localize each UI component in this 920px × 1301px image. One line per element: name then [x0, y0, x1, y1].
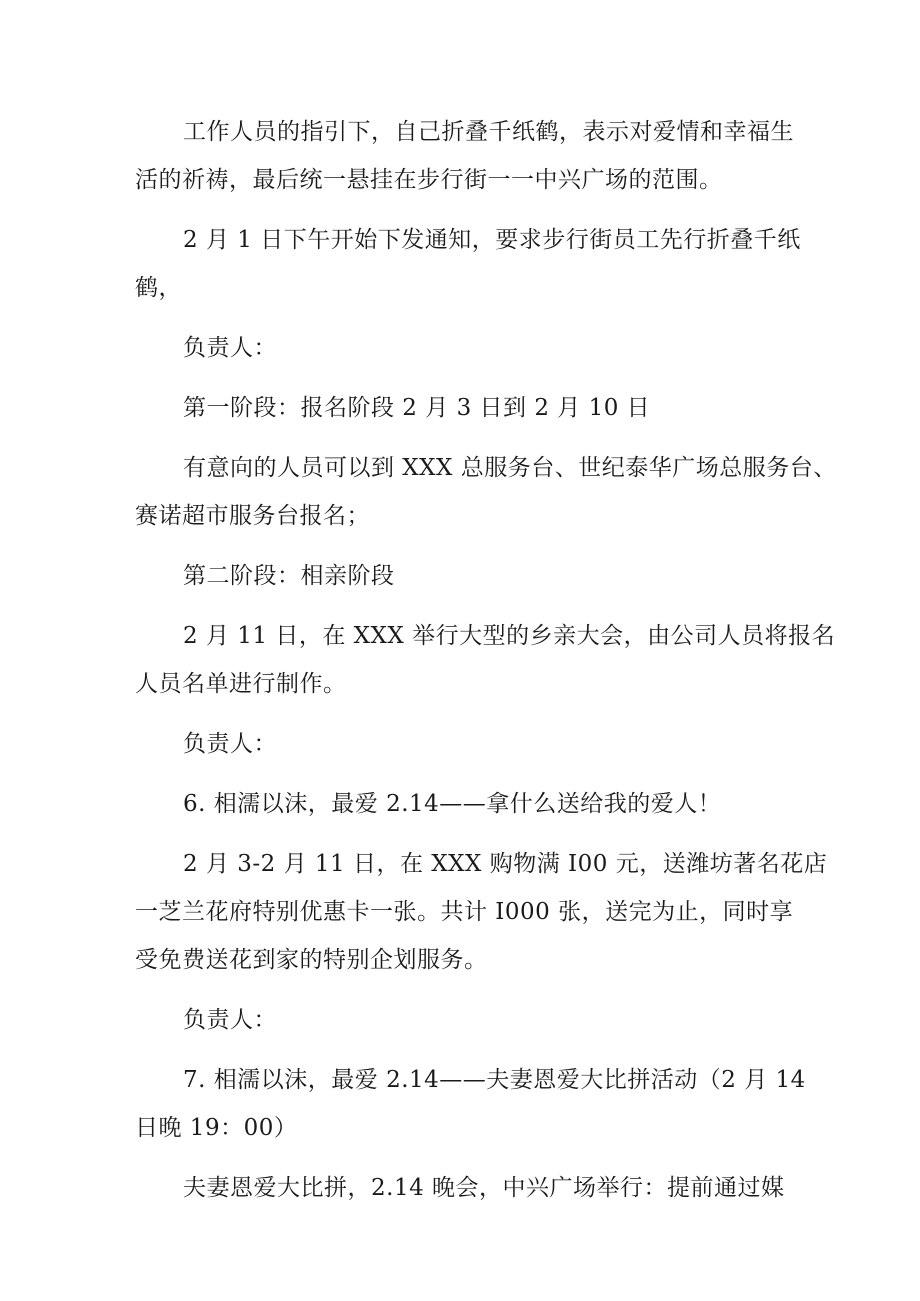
text-line: 7. 相濡以沫，最爱 2.14——夫妻恩爱大比拼活动（2 月 14: [183, 1067, 806, 1093]
text-line: 2 月 3-2 月 11 日，在 XXX 购物满 I00 元，送潍坊著名花店: [183, 851, 828, 877]
text-line: 赛诺超市服务台报名；: [135, 503, 370, 529]
text-line: 一芝兰花府特别优惠卡一张。共计 I000 张，送完为止，同时享: [135, 899, 794, 925]
text-line: 人员名单进行制作。: [135, 671, 347, 697]
text-line: 2 月 11 日，在 XXX 举行大型的乡亲大会，由公司人员将报名: [183, 623, 836, 649]
text-line: 6. 相濡以沫，最爱 2.14——拿什么送给我的爱人！: [183, 791, 722, 817]
text-line: 日晚 19：00）: [135, 1115, 298, 1141]
text-line: 负责人：: [183, 1007, 277, 1033]
text-line: 有意向的人员可以到 XXX 总服务台、世纪泰华广场总服务台、: [183, 455, 837, 481]
text-line: 负责人：: [183, 731, 277, 757]
text-line: 2 月 1 日下午开始下发通知，要求步行街员工先行折叠千纸: [183, 227, 801, 253]
text-line: 受免费送花到家的特别企划服务。: [135, 947, 488, 973]
text-line: 负责人：: [183, 335, 277, 361]
text-line: 活的祈祷，最后统一悬挂在步行街一一中兴广场的范围。: [135, 167, 723, 193]
text-line: 夫妻恩爱大比拼，2.14 晚会，中兴广场举行：提前通过媒: [183, 1175, 785, 1201]
text-line: 第二阶段：相亲阶段: [183, 563, 395, 589]
text-line: 工作人员的指引下，自己折叠千纸鹤，表示对爱情和幸福生: [183, 119, 794, 145]
text-line: 第一阶段：报名阶段 2 月 3 日到 2 月 10 日: [183, 395, 651, 421]
text-line: 鹤，: [135, 275, 182, 301]
